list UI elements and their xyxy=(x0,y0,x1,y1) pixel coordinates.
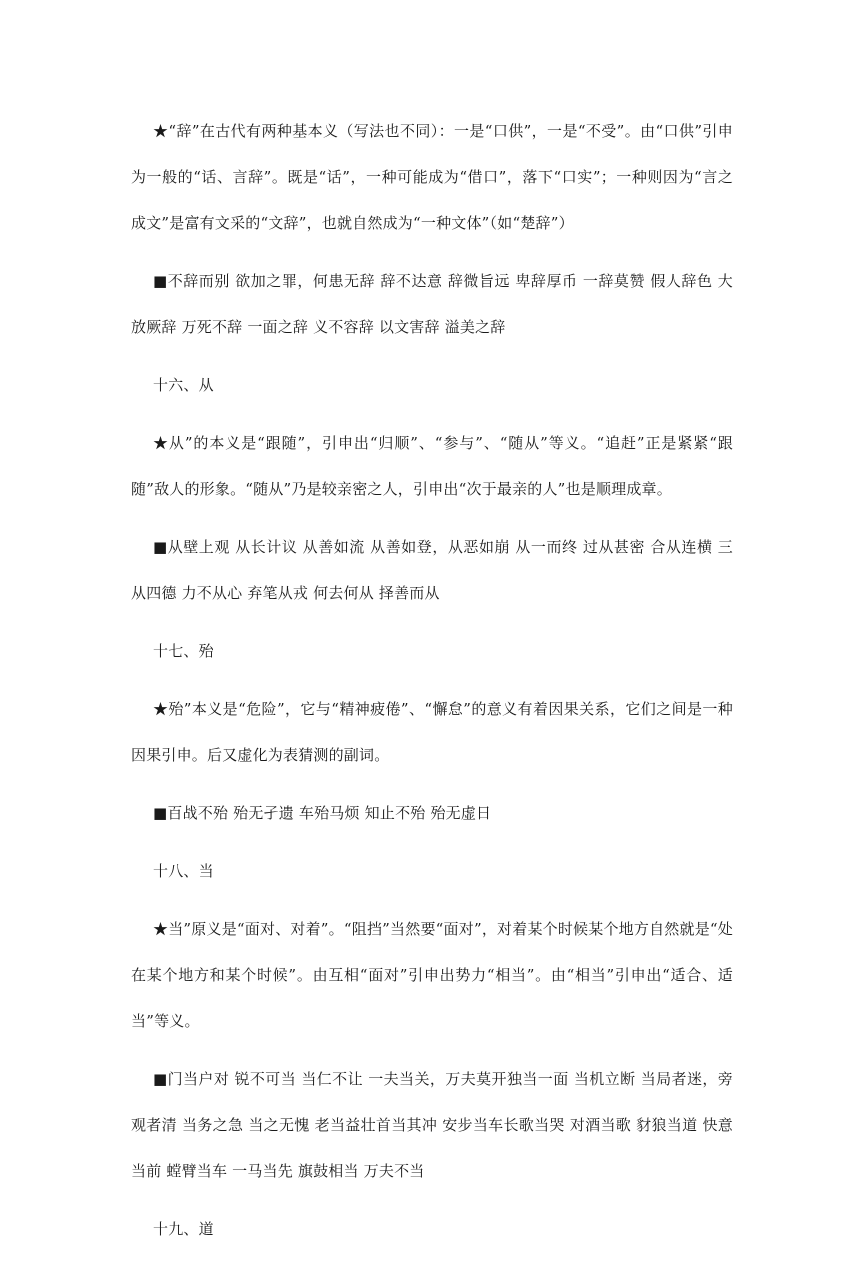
section-heading-dai: 十七、殆 xyxy=(153,642,214,660)
section-heading-dao: 十九、道 xyxy=(153,1220,214,1238)
paragraph-dang-idioms: ■门当户对 锐不可当 当仁不让 一夫当关，万夫莫开独当一面 当机立断 当局者迷，旁观者清 当务之急 当之无愧 老当益壮首当其冲 安步当车长歌当哭 对酒当歌 豺狼当道 快意当前 螳臂当车 一马当先 旗鼓相当 万夫不当 xyxy=(131,1070,733,1180)
paragraph-cong-explanation: ★从”的本义是“跟随”，引申出“归顺”、“参与”、“随从”等义。“追赶”正是紧紧“跟随”敌人的形象。“随从”乃是较亲密之人，引申出“次于最亲的人”也是顺理成章。 xyxy=(131,434,733,498)
paragraph-dang-explanation: ★当”原义是“面对、对着”。“阻挡”当然要“面对”，对着某个时候某个地方自然就是“处在某个地方和某个时候”。由互相“面对”引申出势力“相当”。由“相当”引申出“适合、适当”等义。 xyxy=(131,920,733,1030)
section-heading-cong: 十六、从 xyxy=(153,376,214,394)
paragraph-ci-idioms: ■不辞而别 欲加之罪，何患无辞 辞不达意 辞微旨远 卑辞厚币 一辞莫赞 假人辞色 大放厥辞 万死不辞 一面之辞 义不容辞 以文害辞 溢美之辞 xyxy=(131,272,733,336)
paragraph-ci-explanation: ★“辞”在古代有两种基本义（写法也不同）：一是“口供”，一是“不受”。由“口供”引申为一般的“话、言辞”。既是“话”，一种可能成为“借口”，落下“口实”；一种则因为“言之成文”是富有文采的“文辞”，也就自然成为“一种文体”（如“楚辞”） xyxy=(131,122,733,232)
paragraph-dai-idioms: ■百战不殆 殆无孑遗 车殆马烦 知止不殆 殆无虚日 xyxy=(153,804,492,822)
paragraph-dai-explanation: ★殆”本义是“危险”，它与“精神疲倦”、“懈怠”的意义有着因果关系，它们之间是一种因果引申。后又虚化为表猜测的副词。 xyxy=(131,700,733,764)
paragraph-cong-idioms: ■从壁上观 从长计议 从善如流 从善如登，从恶如崩 从一而终 过从甚密 合从连横 三从四德 力不从心 弃笔从戎 何去何从 择善而从 xyxy=(131,538,733,602)
section-heading-dang: 十八、当 xyxy=(153,862,214,880)
document-body xyxy=(131,108,733,1264)
